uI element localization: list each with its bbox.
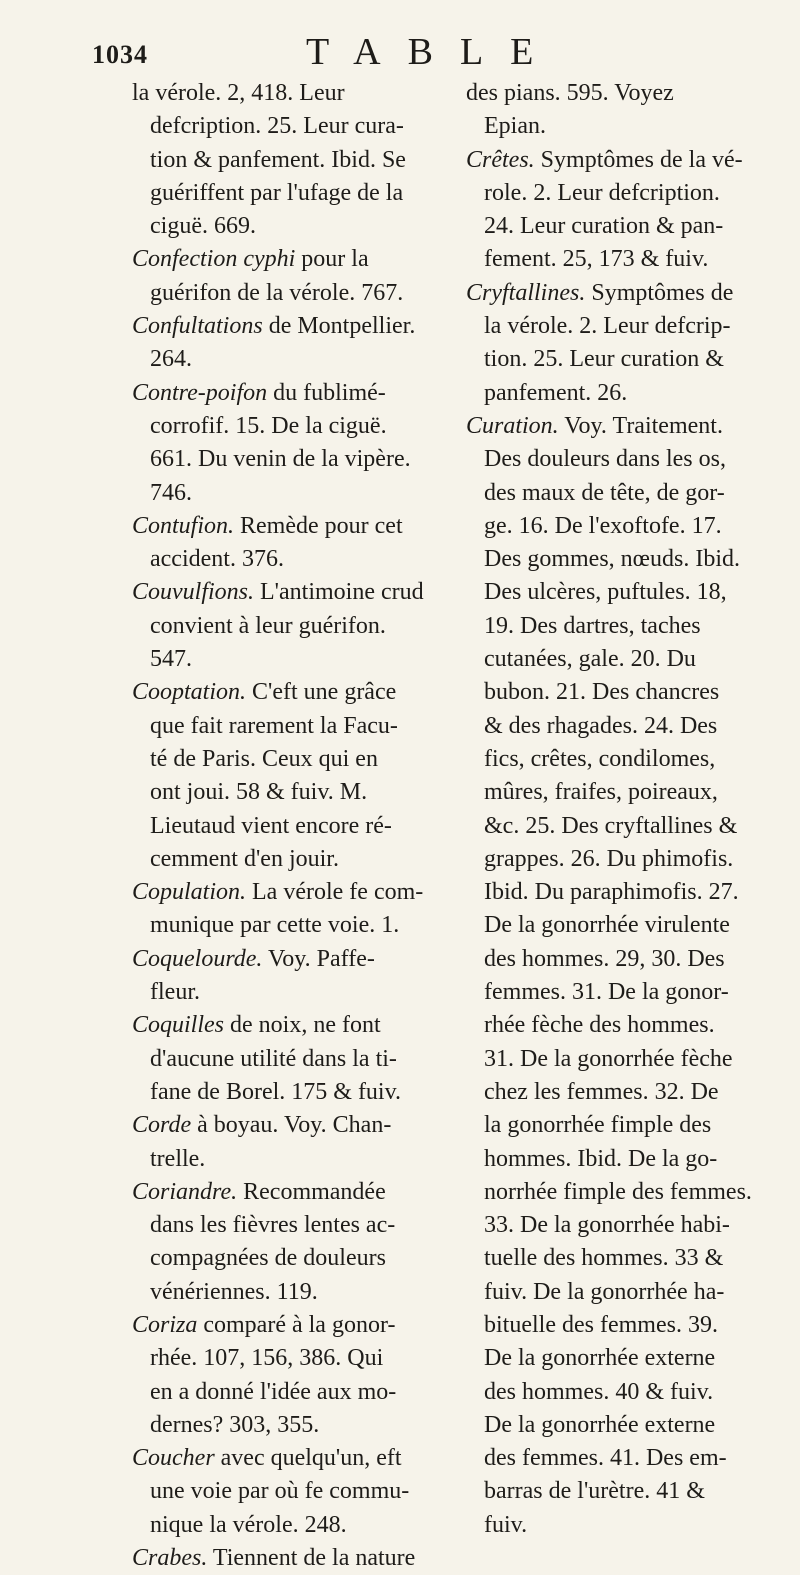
index-text: avec quelqu'un, eft une voie par où fe commu- nique la vérole. 248. xyxy=(150,1445,410,1538)
index-term: Couvulfions. xyxy=(132,579,255,606)
index-term: Coriza xyxy=(132,1311,198,1338)
index-entry xyxy=(132,1176,462,1309)
index-entry xyxy=(466,144,796,277)
index-entry xyxy=(132,377,462,510)
index-entry xyxy=(132,510,462,577)
index-entry xyxy=(132,876,462,943)
index-entry xyxy=(132,1442,462,1542)
index-term: Coucher xyxy=(132,1445,215,1472)
index-term: Copulation. xyxy=(132,879,247,906)
index-text: du fublimé- corrofif. 15. De la ciguë. 661. Du venin de la vipère. 746. xyxy=(150,379,411,506)
index-text: des pians. 595. Voyez Epian. xyxy=(466,80,674,140)
index-entry xyxy=(132,310,462,377)
page-header xyxy=(92,30,692,72)
page-number: 1034 xyxy=(92,40,148,69)
index-entry xyxy=(466,410,796,1542)
index-text: Voy. Traitement. Des douleurs dans les os, des maux de tête, de gor- ge. 16. De l'exoftofe. 17. Des gommes, nœuds. Ibid. Des ulcères, puftules. 18, 19. Des dartres, taches cutanées, gale. 20. Du bubon. 21. Des chancres & des rhagades. 24. Des fics, crêtes, condilomes, mûres, fraifes, poireaux, &c. 25. Des cryftallines & grappes. 26. Du phimofis. Ibid. Du paraphimofis. 27. De la gonorrhée virulente des hommes. 29, 30. Des femmes. 31. De la gonor- rhée fèche des hommes. 31. De la gonorrhée fèche chez les femmes. 32. De la gonorrhée fimple des hommes. Ibid. De la go- norrhée fimple des femmes. 33. De la gonorrhée habi- tuelle des hommes. 33 & fuiv. De la gonorrhée ha- bituelle des femmes. 39. De la gonorrhée externe des hommes. 40 & fuiv. De la gonorrhée externe des femmes. 41. Des em- barras de l'urètre. 41 & fuiv. xyxy=(484,412,752,1538)
index-entry xyxy=(132,1109,462,1176)
index-text: pour la guérifon de la vérole. 767. xyxy=(150,246,404,306)
index-text: Recommandée dans les fièvres lentes ac- compagnées de douleurs vénériennes. 119. xyxy=(150,1178,396,1305)
index-text: de noix, ne font d'aucune utilité dans la ti- fane de Borel. 175 & fuiv. xyxy=(150,1012,402,1105)
index-term: Cryftallines. xyxy=(466,279,586,306)
index-term: Coquilles xyxy=(132,1012,225,1039)
index-text: Voy. Paffe- fleur. xyxy=(150,945,375,1006)
index-term: Contufion. xyxy=(132,512,235,539)
index-entry xyxy=(132,676,462,876)
index-entry xyxy=(132,1309,462,1442)
index-entry xyxy=(132,1542,462,1575)
left-column xyxy=(132,77,462,1575)
index-entry xyxy=(132,1009,462,1109)
index-term: Crabes. xyxy=(132,1545,208,1572)
index-text: Remède pour cet accident. 376. xyxy=(150,512,403,573)
index-text: Symptômes de la vérole. 2. Leur defcrip- tion. 25. Leur curation & panfement. 26. xyxy=(484,279,734,406)
index-entry xyxy=(132,243,462,310)
index-text: C'eft une grâce que fait rarement la Facu- té de Paris. Ceux qui en ont joui. 58 & fuiv. M. Lieutaud vient encore ré- cemment d'en jouir. xyxy=(150,679,398,872)
index-term: Cooptation. xyxy=(132,679,247,706)
index-text: à boyau. Voy. Chan- trelle. xyxy=(150,1112,392,1172)
index-term: Confection cyphi xyxy=(132,246,296,273)
index-text: La vérole fe com- munique par cette voie. 1. xyxy=(150,879,424,939)
index-entry xyxy=(132,943,462,1010)
index-term: Crêtes. xyxy=(466,146,535,173)
index-term: Corde xyxy=(132,1112,192,1139)
index-text: de Montpellier. 264. xyxy=(150,313,416,373)
index-text: Tiennent de la nature xyxy=(207,1545,416,1572)
running-title: TABLE xyxy=(306,31,561,73)
index-text: la vérole. 2, 418. Leur defcription. 25. Leur cura- tion & panfement. Ibid. Se guériffent par l'ufage de la ciguë. 669. xyxy=(132,80,406,240)
index-text: Symptômes de la vé- role. 2. Leur defcription. 24. Leur curation & pan- fement. 25, 173 & fuiv. xyxy=(484,146,743,273)
index-term: Confultations xyxy=(132,313,263,340)
index-entry xyxy=(466,77,796,144)
right-column xyxy=(466,77,796,1542)
index-text: comparé à la gonor- rhée. 107, 156, 386. Qui en a donné l'idée aux mo- dernes? 303, 355. xyxy=(150,1311,397,1438)
index-text: L'antimoine crud convient à leur guérifon. 547. xyxy=(150,579,424,673)
index-entry xyxy=(466,277,796,410)
index-entry xyxy=(132,77,462,243)
index-term: Curation. xyxy=(466,412,559,439)
index-term: Coquelourde. xyxy=(132,945,263,972)
index-term: Coriandre. xyxy=(132,1178,238,1205)
index-entry xyxy=(132,576,462,676)
index-term: Contre-poifon xyxy=(132,379,268,406)
